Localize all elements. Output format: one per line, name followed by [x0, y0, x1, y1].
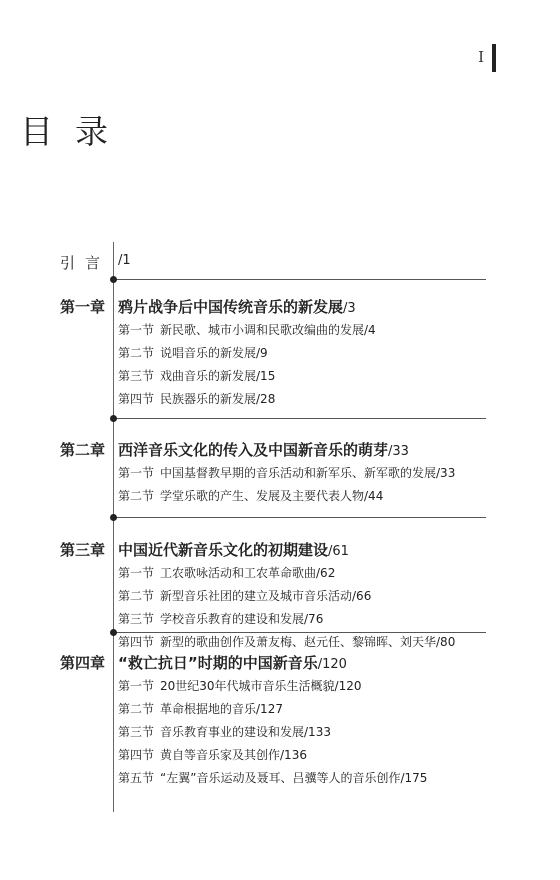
- section-label: 第二节: [118, 346, 155, 360]
- intro-label: 引言: [60, 254, 111, 272]
- section-title: “左翼”音乐运动及聂耳、吕骥等人的音乐创作/175: [160, 771, 428, 785]
- divider-chapter-1: [113, 418, 486, 419]
- section-label: 第一节: [118, 466, 155, 480]
- section-label: 第一节: [118, 679, 155, 693]
- section-title: 学校音乐教育的建设和发展/76: [160, 612, 324, 626]
- section-label: 第三节: [118, 612, 155, 626]
- section-title: 20世纪30年代城市音乐生活概貌/120: [160, 679, 362, 693]
- chapter-title-text: 西洋音乐文化的传入及中国新音乐的萌芽: [118, 441, 389, 459]
- toc-section[interactable]: [118, 631, 498, 654]
- chapter-title-text: 中国近代新音乐文化的初期建设: [118, 541, 329, 559]
- toc-section[interactable]: [118, 744, 498, 767]
- toc-section[interactable]: [118, 675, 498, 698]
- toc-section[interactable]: [118, 485, 498, 508]
- chapter-label: 第二章: [60, 441, 106, 459]
- section-title: 学堂乐歌的产生、发展及主要代表人物/44: [160, 489, 384, 503]
- toc-section[interactable]: [118, 698, 498, 721]
- section-label: 第二节: [118, 589, 155, 603]
- section-list: [118, 319, 498, 411]
- divider-intro: [113, 279, 486, 280]
- divider-dot: [110, 276, 117, 283]
- toc-title: 目录: [20, 112, 130, 151]
- section-label: 第五节: [118, 771, 155, 785]
- section-title: 中国基督教早期的音乐活动和新军乐、新军歌的发展/33: [160, 466, 456, 480]
- intro-page: /1: [118, 253, 131, 268]
- toc-section[interactable]: [118, 585, 498, 608]
- chapter-label: 第三章: [60, 541, 106, 559]
- chapter-title[interactable]: [118, 296, 356, 317]
- section-title: 革命根据地的音乐/127: [160, 702, 283, 716]
- section-title: 新型音乐社团的建立及城市音乐活动/66: [160, 589, 372, 603]
- section-list: [118, 562, 498, 654]
- section-label: 第四节: [118, 635, 155, 649]
- section-list: [118, 675, 498, 790]
- section-title: 戏曲音乐的新发展/15: [160, 369, 276, 383]
- toc-section[interactable]: [118, 721, 498, 744]
- section-label: 第一节: [118, 323, 155, 337]
- toc-section[interactable]: [118, 388, 498, 411]
- divider-dot: [110, 415, 117, 422]
- section-label: 第二节: [118, 489, 155, 503]
- chapter-title-text: “救亡抗日”时期的中国新音乐: [118, 654, 318, 672]
- section-label: 第三节: [118, 725, 155, 739]
- toc-section[interactable]: [118, 562, 498, 585]
- section-title: 新型的歌曲创作及萧友梅、赵元任、黎锦晖、刘天华/80: [160, 635, 456, 649]
- toc-section[interactable]: [118, 462, 498, 485]
- chapter-title-text: 鸦片战争后中国传统音乐的新发展: [118, 298, 344, 316]
- chapter-page: /3: [343, 301, 356, 316]
- section-title: 说唱音乐的新发展/9: [160, 346, 268, 360]
- divider-dot: [110, 514, 117, 521]
- section-title: 音乐教育事业的建设和发展/133: [160, 725, 331, 739]
- section-title: 工农歌咏活动和工农革命歌曲/62: [160, 566, 336, 580]
- section-list: [118, 462, 498, 508]
- toc-section[interactable]: [118, 767, 498, 790]
- chapter-title[interactable]: [118, 539, 349, 560]
- divider-chapter-2: [113, 517, 486, 518]
- toc-section[interactable]: [118, 365, 498, 388]
- section-label: 第一节: [118, 566, 155, 580]
- section-label: 第四节: [118, 392, 155, 406]
- toc-intro-entry[interactable]: [60, 252, 480, 274]
- chapter-page: /120: [317, 657, 347, 672]
- section-title: 黄自等音乐家及其创作/136: [160, 748, 307, 762]
- chapter-label: 第四章: [60, 654, 106, 672]
- chapter-page: /33: [388, 444, 409, 459]
- toc-section[interactable]: [118, 342, 498, 365]
- toc-section[interactable]: [118, 319, 498, 342]
- chapter-title[interactable]: [118, 439, 409, 460]
- page-number: I: [478, 48, 484, 66]
- section-label: 第四节: [118, 748, 155, 762]
- chapter-page: /61: [328, 544, 349, 559]
- chapter-title[interactable]: [118, 652, 347, 673]
- section-label: 第三节: [118, 369, 155, 383]
- toc-section[interactable]: [118, 608, 498, 631]
- page-marker-bar: [492, 44, 496, 72]
- divider-dot: [110, 629, 117, 636]
- chapter-label: 第一章: [60, 298, 106, 316]
- section-title: 新民歌、城市小调和民歌改编曲的发展/4: [160, 323, 376, 337]
- section-title: 民族器乐的新发展/28: [160, 392, 276, 406]
- section-label: 第二节: [118, 702, 155, 716]
- toc-vertical-rule: [113, 242, 114, 812]
